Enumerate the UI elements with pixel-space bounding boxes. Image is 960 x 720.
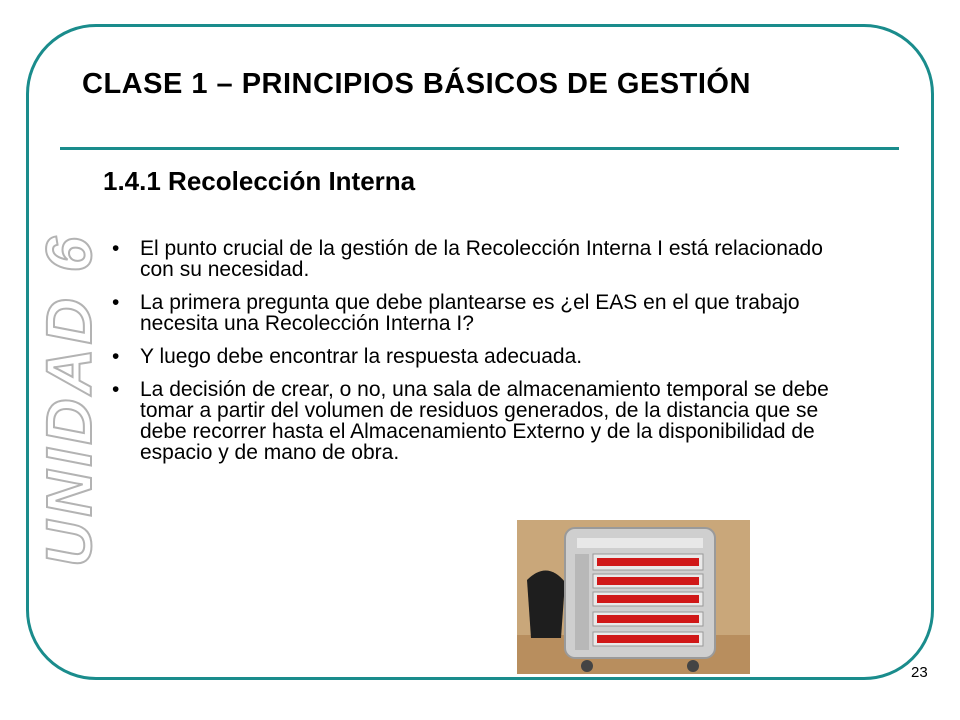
medical-cart-image	[517, 520, 750, 674]
bullet-text: La primera pregunta que debe plantearse es ¿el EAS en el que trabajo necesita una Recolección Interna I?	[140, 291, 800, 335]
bullet-dot-icon: •	[112, 345, 120, 368]
bullet-dot-icon: •	[112, 237, 120, 260]
bullet-item	[112, 346, 852, 367]
bullet-text: La decisión de crear, o no, una sala de almacenamiento temporal se debe tomar a partir del volumen de residuos generados, de la distancia que se debe recorrer hasta el Almacenamiento Externo y de la disponibilidad de espacio y de mano de obra.	[140, 378, 829, 464]
bullet-dot-icon: •	[112, 378, 120, 401]
page-number: 23	[911, 664, 928, 681]
unit-label: UNIDAD 6	[33, 232, 105, 567]
section-subtitle: 1.4.1 Recolección Interna	[103, 166, 416, 196]
bullet-item	[112, 379, 852, 463]
bullet-item	[112, 238, 852, 280]
bullet-text: El punto crucial de la gestión de la Recolección Interna I está relacionado con su necesidad.	[140, 237, 823, 281]
title-divider	[60, 147, 899, 150]
bullet-list	[112, 238, 852, 475]
slide-title: CLASE 1 – PRINCIPIOS BÁSICOS DE GESTIÓN	[82, 68, 751, 100]
bullet-dot-icon: •	[112, 291, 120, 314]
cart-photo	[517, 520, 750, 674]
bullet-item	[112, 292, 852, 334]
bullet-text: Y luego debe encontrar la respuesta adecuada.	[140, 345, 583, 368]
